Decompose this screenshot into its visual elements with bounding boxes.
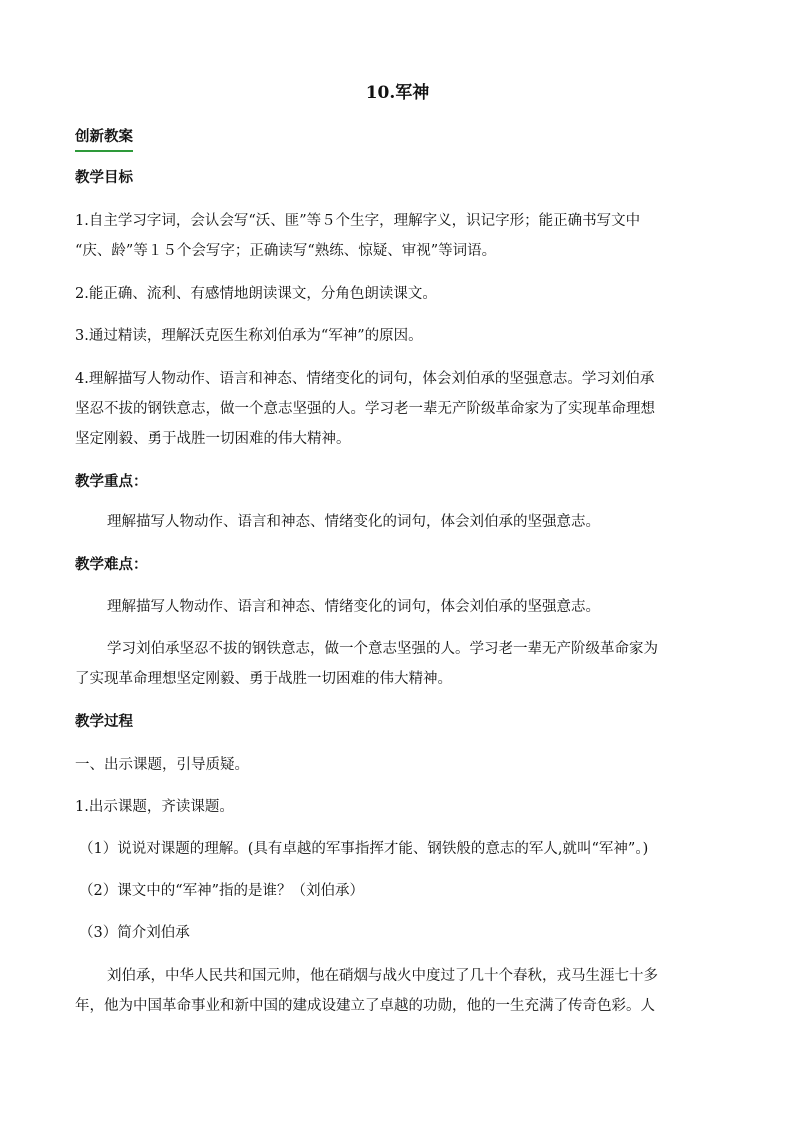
difficulty-text-1: 理解描写人物动作、语言和神态、情绪变化的词句，体会刘伯承的坚强意志。: [107, 599, 600, 615]
goal-1-line-1: 1.自主学习字词，会认会写“沃、匪”等５个生字，理解字义，识记字形；能正确书写文中: [75, 213, 641, 229]
goal-4-line-2: 坚忍不拔的钢铁意志，做一个意志坚强的人。学习老一辈无产阶级革命家为了实现革命理想: [75, 401, 655, 417]
intro-line-2: 年，他为中国革命事业和新中国的建成设建立了卓越的功勋，他的一生充满了传奇色彩。人: [75, 998, 655, 1014]
goal-4-line-1: 4.理解描写人物动作、语言和神态、情绪变化的词句，体会刘伯承的坚强意志。学习刘伯承: [75, 371, 655, 387]
step-1: 一、出示课题，引导质疑。: [75, 757, 249, 773]
goal-4-line-3: 坚定刚毅、勇于战胜一切困难的伟大精神。: [75, 431, 351, 447]
sub-item-2: （2）课文中的“军神”指的是谁？（刘伯承）: [79, 883, 365, 899]
key-heading: 教学重点：: [75, 473, 148, 490]
goal-2: 2.能正确、流利、有感情地朗读课文，分角色朗读课文。: [75, 286, 437, 302]
goal-1-line-2: “庆、龄”等１５个会写字；正确读写“熟练、惊疑、审视”等词语。: [75, 243, 497, 259]
goal-3: 3.通过精读，理解沃克医生称刘伯承为“军神”的原因。: [75, 328, 423, 344]
process-heading: 教学过程: [75, 713, 133, 730]
sub-item-1: （1）说说对课题的理解。(具有卓越的军事指挥才能、钢铁般的意志的军人,就叫“军神”。): [79, 841, 649, 857]
intro-line-1: 刘伯承，中华人民共和国元帅，他在硝烟与战火中度过了几十个春秋，戎马生涯七十多: [107, 968, 658, 984]
difficulty-heading: 教学难点：: [75, 556, 148, 573]
sub-item-3: （3）简介刘伯承: [79, 925, 190, 941]
step-1-1: 1.出示课题，齐读课题。: [75, 799, 234, 815]
difficulty-text-2-line-2: 了实现革命理想坚定刚毅、勇于战胜一切困难的伟大精神。: [75, 671, 452, 687]
key-text: 理解描写人物动作、语言和神态、情绪变化的词句，体会刘伯承的坚强意志。: [107, 514, 600, 530]
section-label: 创新教案: [75, 124, 133, 152]
difficulty-text-2-line-1: 学习刘伯承坚忍不拔的钢铁意志，做一个意志坚强的人。学习老一辈无产阶级革命家为: [107, 641, 658, 657]
goals-heading: 教学目标: [75, 169, 133, 186]
document-title: 10.军神: [365, 83, 430, 103]
